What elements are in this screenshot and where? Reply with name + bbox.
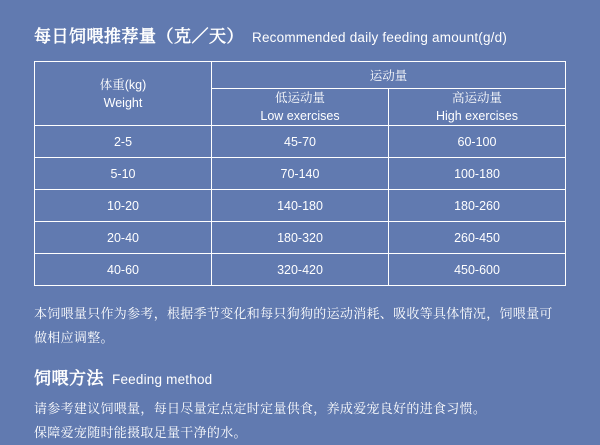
cell-weight: 5-10 bbox=[35, 158, 212, 190]
cell-high: 60-100 bbox=[389, 126, 566, 158]
cell-high: 180-260 bbox=[389, 190, 566, 222]
cell-low: 140-180 bbox=[212, 190, 389, 222]
feeding-method-heading bbox=[34, 364, 566, 389]
cell-high: 260-450 bbox=[389, 222, 566, 254]
feeding-method-heading-en: Feeding method bbox=[112, 372, 213, 388]
header-high-exercise bbox=[389, 89, 566, 126]
header-low-exercise bbox=[212, 89, 389, 126]
cell-low: 180-320 bbox=[212, 222, 389, 254]
header-low-exercise-en: Low exercises bbox=[260, 109, 340, 124]
table-row bbox=[35, 222, 566, 254]
cell-high: 100-180 bbox=[389, 158, 566, 190]
cell-weight: 40-60 bbox=[35, 254, 212, 286]
header-weight-cn: 体重(kg) bbox=[99, 77, 147, 92]
table-header-row-1 bbox=[35, 62, 566, 89]
feeding-method-paragraph-1: 请参考建议饲喂量，每日尽量定点定时定量供食，养成爱宠良好的进食习惯。 bbox=[34, 401, 487, 417]
feeding-method-paragraph-2: 保障爱宠随时能摄取足量干净的水。 bbox=[34, 425, 247, 441]
table-row bbox=[35, 254, 566, 286]
header-activity: 运动量 bbox=[212, 62, 566, 89]
table-row bbox=[35, 158, 566, 190]
header-low-exercise-cn: 低运动量 bbox=[274, 91, 325, 105]
cell-low: 70-140 bbox=[212, 158, 389, 190]
header-high-exercise-en: High exercises bbox=[436, 109, 518, 124]
cell-low: 320-420 bbox=[212, 254, 389, 286]
cell-low: 45-70 bbox=[212, 126, 389, 158]
cell-weight: 10-20 bbox=[35, 190, 212, 222]
feeding-method-section bbox=[34, 364, 566, 445]
feeding-method-heading-cn: 饲喂方法 bbox=[34, 369, 104, 389]
table-row bbox=[35, 126, 566, 158]
table-body bbox=[35, 126, 566, 286]
header-weight-en: Weight bbox=[103, 95, 143, 110]
feeding-method-body bbox=[34, 397, 564, 445]
daily-feeding-heading-cn: 每日饲喂推荐量（克／天） bbox=[34, 27, 244, 46]
daily-feeding-heading bbox=[34, 22, 566, 47]
cell-weight: 20-40 bbox=[35, 222, 212, 254]
table-row bbox=[35, 190, 566, 222]
cell-weight: 2-5 bbox=[35, 126, 212, 158]
feeding-amount-table bbox=[34, 61, 566, 286]
daily-feeding-heading-en: Recommended daily feeding amount(g/d) bbox=[252, 30, 508, 45]
feeding-note: 本饲喂量只作为参考，根据季节变化和每只狗狗的运动消耗、吸收等具体情况，饲喂量可做相应调整。 bbox=[34, 306, 553, 346]
table-head bbox=[35, 62, 566, 126]
header-weight bbox=[35, 62, 212, 126]
cell-high: 450-600 bbox=[389, 254, 566, 286]
header-high-exercise-cn: 高运动量 bbox=[451, 91, 502, 105]
